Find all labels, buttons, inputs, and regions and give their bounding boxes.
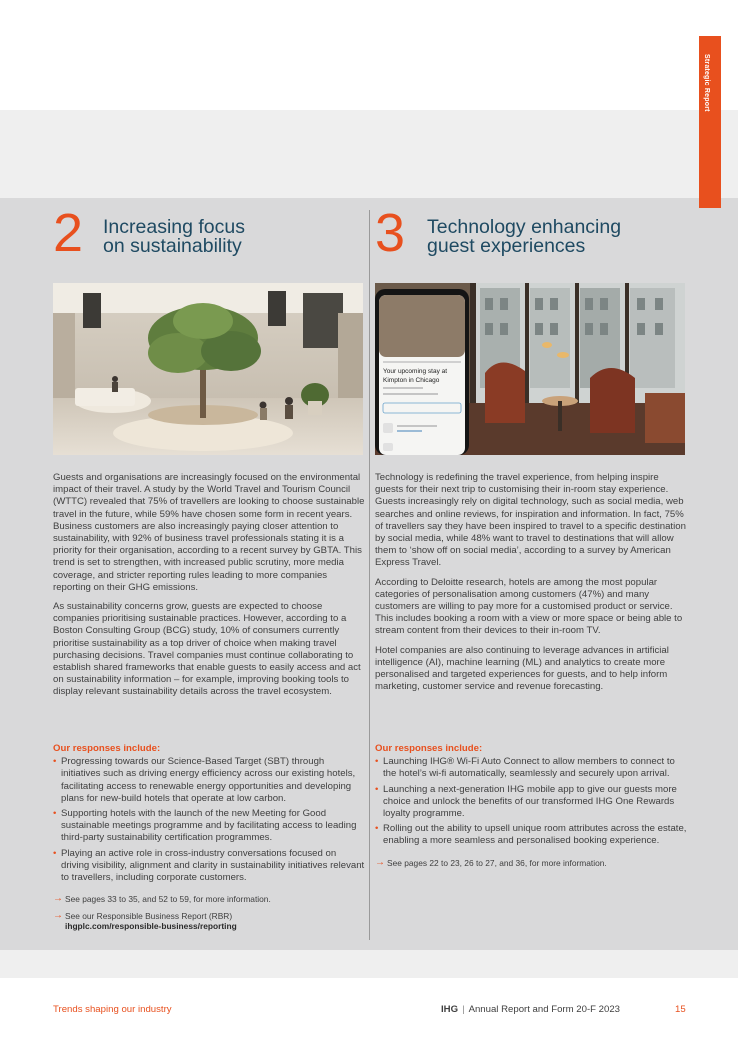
list-item: • Launching IHG® Wi-Fi Auto Connect to allow members to connect to the hotel’s wi-fi automatically, seamlessly and securely upon arrival. [375, 756, 687, 780]
arrow-right-icon: → [53, 893, 63, 905]
list-item: • Rolling out the ability to upsell unique room attributes across the estate, enabling a more seamless and personalised booking experience. [375, 823, 687, 847]
svg-text:Your upcoming stay at: Your upcoming stay at [383, 368, 448, 375]
section-number: 3 [375, 203, 406, 263]
bottom-band [0, 950, 738, 978]
body-text [375, 472, 687, 700]
list-item: • Supporting hotels with the launch of the new Meeting for Good sustainable meetings programme and by facilitating access to leading third-party sustainability certification programmes. [53, 808, 365, 845]
section-title-line: Technology enhancing [427, 216, 622, 238]
rbr-url[interactable]: ihgplc.com/responsible-business/reporting [65, 921, 237, 932]
body-text [53, 472, 365, 706]
responses-block [53, 743, 365, 932]
arrow-right-icon: → [53, 909, 63, 921]
see-pages-text: See pages 33 to 35, and 52 to 59, for more information. [65, 894, 271, 905]
section-tab-label: Strategic Report [703, 54, 710, 112]
section-tab[interactable] [699, 36, 721, 208]
footer-report: Annual Report and Form 20-F 2023 [468, 1004, 621, 1015]
page-number: 15 [675, 1004, 686, 1015]
see-pages-link[interactable] [53, 894, 365, 905]
list-item: • Launching a next-generation IHG mobile app to give our guests more choice and unlock the benefits of our transformed IHG One Rewards loyalty programme. [375, 784, 687, 821]
footer-brand: IHG [441, 1004, 459, 1015]
hotel-bar-photo [375, 283, 685, 455]
paragraph: Technology is redefining the travel experience, from helping inspire guests for their next trip to customising their in-room stay experience. Guests increasingly rely on digital technology, such as social media, web searches and online reviews, for inspiration and information. In fact, 75% of travellers say they have been inspired to travel to a specific destination by social media, while 48% want to travel to destinations that will allow them to ‘show off on social media’, according to a survey by American Express Travel. [375, 472, 686, 569]
hotel-lobby-photo [53, 283, 363, 455]
responses-block [375, 743, 687, 868]
list-item: • Playing an active role in cross-industry conversations focused on driving visibility, alignment and clarity in sustainability initiatives relevant to travellers, including corporate customers. [53, 848, 365, 885]
section-heading [53, 203, 365, 270]
footer-report-title: IHG | Annual Report and Form 20-F 2023 [441, 1004, 621, 1015]
trend-technology [375, 203, 687, 868]
rbr-text: See our Responsible Business Report (RBR) [65, 910, 233, 921]
responses-heading: Our responses include: [375, 743, 483, 754]
arrow-right-icon: → [375, 856, 385, 868]
section-title-line: Increasing focus [103, 216, 245, 238]
footer-section-title[interactable]: Trends shaping our industry [53, 1004, 172, 1015]
section-title [427, 218, 621, 256]
section-heading [375, 203, 687, 270]
rbr-link[interactable] [53, 911, 365, 932]
column-divider [369, 210, 370, 940]
section-title [103, 218, 245, 256]
responses-heading: Our responses include: [53, 743, 161, 754]
section-title-line: guest experiences [427, 235, 586, 257]
paragraph: According to Deloitte research, hotels are among the most popular categories of personalisation among customers (47%) and many customers are willing to pay more for a customised product or service. This includes booking a room with a view or more space or being able to stream content from their devices to their in-room TV. [375, 576, 683, 637]
top-band [0, 110, 738, 198]
see-pages-link[interactable] [375, 858, 687, 869]
paragraph: Hotel companies are also continuing to leverage advances in artificial intelligence (AI), machine learning (ML) and analytics to create more personalised and targeted experiences for guests, and to help inform marketing, customer service and revenue forecasting. [375, 644, 669, 693]
section-number: 2 [53, 203, 84, 263]
list-item: • Progressing towards our Science-Based Target (SBT) through initiatives such as driving energy efficiency across our existing hotels, facilitating access to renewable energy opportunities and developing plans for new-build hotels that operate at low carbon. [53, 756, 365, 805]
responses-list [375, 756, 687, 847]
paragraph: As sustainability concerns grow, guests are expected to choose companies prioritising sustainable practices. However, according to a Boston Consulting Group (BCG) study, 10% of consumers currently prioritise sustainability as a top driver of choice when making travel purchasing decisions. Travel companies must continue collaborating to establish shared frameworks that enable guests to easily access and act on sustainability information – for example, improving booking tools to display relevant sustainability details across the travel ecosystem. [53, 601, 361, 698]
responses-list [53, 756, 365, 884]
trend-sustainability [53, 203, 365, 932]
svg-text:Kimpton in Chicago: Kimpton in Chicago [383, 377, 440, 384]
see-pages-text: See pages 22 to 23, 26 to 27, and 36, for more information. [387, 857, 607, 868]
paragraph: Guests and organisations are increasingly focused on the environmental impact of their travel. A study by the World Travel and Tourism Council (WTTC) revealed that 75% of travellers are looking to choose sustainable travel in the future, while 59% have chosen some form in recent years. Business customers are also increasingly paying closer attention to sustainability, with 92% of business travel professionals stating it is a priority for their organisation, according to a recent survey by GBTA. This trend is set to strengthen, with increased public scrutiny, more media coverage, and stricter reporting rules leading to more companies reporting on their GHG emissions. [53, 472, 365, 593]
section-title-line: on sustainability [103, 235, 242, 257]
